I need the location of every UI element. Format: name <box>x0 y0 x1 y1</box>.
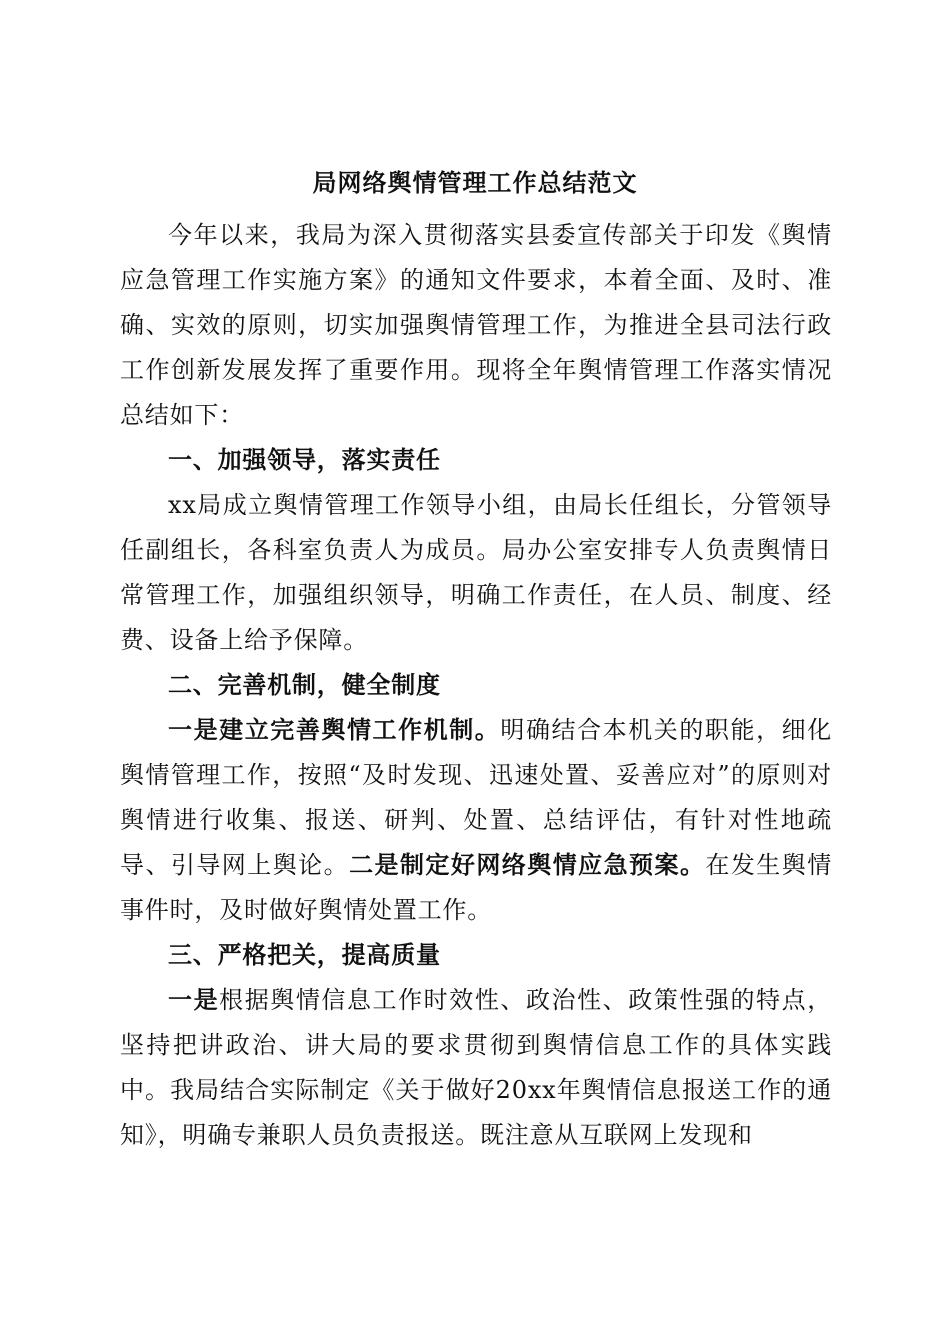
section-2-text-2: 在发生舆情事件时，及时做好舆情处置工作。 <box>120 851 833 924</box>
section-2-text-1: 明确结合本机关的职能，细化舆情管理工作，按照“及时发现、迅速处置、妥善应对”的原则对舆情进行收集、报送、研判、处置、总结评估，有针对性地疏导、引导网上舆论。 <box>120 716 832 879</box>
section-3-paragraph <box>120 978 832 1158</box>
section-1-paragraph: xx局成立舆情管理工作领导小组，由局长任组长，分管领导任副组长，各科室负责人为成员。局办公室安排专人负责舆情日常管理工作，加强组织领导，明确工作责任，在人员、制度、经费、设备上给予保障。 <box>120 491 832 654</box>
section-3-heading: 三、严格把关，提高质量 <box>168 941 441 969</box>
section-3-text-1: 根据舆情信息工作时效性、政治性、政策性强的特点，坚持把讲政治、讲大局的要求贯彻到舆情信息工作的具体实践中。我局结合实际制定《关于做好20xx年舆情信息报送工作的通知》，明确专兼职人员负责报送。既注意从互联网上发现和 <box>120 986 832 1149</box>
intro-paragraph: 今年以来，我局为深入贯彻落实县委宣传部关于印发《舆情应急管理工作实施方案》的通知文件要求，本着全面、及时、准确、实效的原则，切实加强舆情管理工作，为推进全县司法行政工作创新发展发挥了重要作用。现将全年舆情管理工作落实情况总结如下： <box>120 221 832 429</box>
section-2-paragraph <box>120 708 832 933</box>
document-body <box>120 213 832 1158</box>
section-2-bold-lead-1: 一是建立完善舆情工作机制。 <box>168 716 501 744</box>
document-title: 局网络舆情管理工作总结范文 <box>312 169 638 197</box>
section-2-heading: 二、完善机制，健全制度 <box>168 671 441 699</box>
section-2-bold-lead-2: 二是制定好网络舆情应急预案。 <box>349 851 706 879</box>
section-3-bold-lead-1: 一是 <box>168 986 220 1014</box>
section-1-heading: 一、加强领导，落实责任 <box>168 446 441 474</box>
